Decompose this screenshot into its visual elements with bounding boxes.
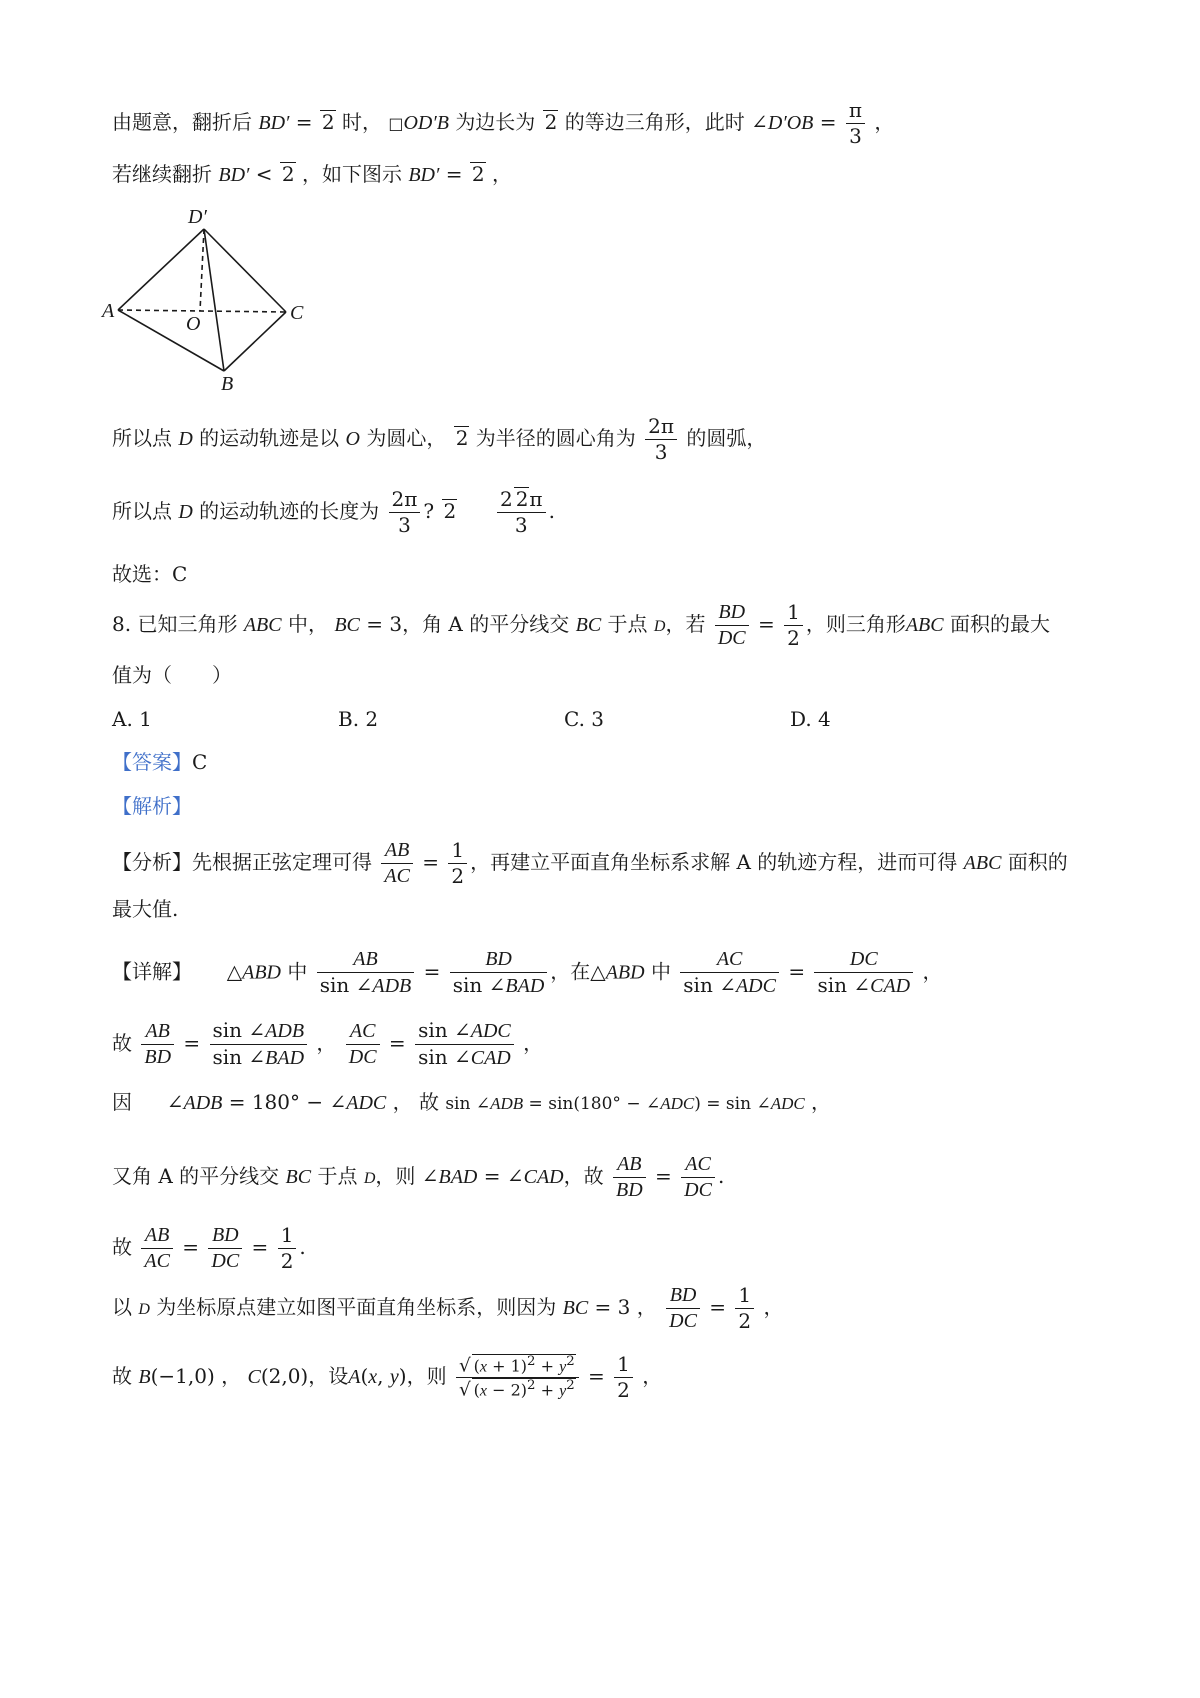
- detail-line-7: 故 B(−1,0) ， C(2,0)，设A(x, y)，则 $\frac{√ (x + 1)^2 + y^2}{√ (x - 2)^2 + y^2}$ = $\frac{1}{2}$ ，: [112, 1352, 663, 1402]
- text: 故: [112, 1031, 132, 1055]
- text: ，则: [375, 1164, 416, 1188]
- detail-line-6: 以 D 为坐标原点建立如图平面直角坐标系，则因为 BC = 3 ， $\frac{BD}{DC}$ = $\frac{1}{2}$ ，: [112, 1283, 784, 1333]
- text-choose: 故选：C: [112, 562, 188, 586]
- text-line-4: 所以点 D 的运动轨迹的长度为 $\frac{2\pi}{3}$ ? 2 $\frac{2 2\pi}{3}$ .: [112, 487, 555, 537]
- symbol: □: [388, 114, 404, 133]
- text: 故: [112, 1364, 132, 1388]
- text: 若继续翻折: [112, 162, 212, 186]
- text: 中，: [287, 612, 328, 636]
- text: ，再建立平面直角坐标系求解 A 的轨迹方程，进而可得: [470, 850, 958, 874]
- option-a: A. 1: [112, 707, 152, 731]
- edge-AC-dashed: [118, 310, 286, 312]
- geometry-figure: [100, 205, 340, 395]
- edge-DC: [204, 229, 286, 312]
- text-line-3: 所以点 D 的运动轨迹是以 O 为圆心， 2 为半径的圆心角为 $\frac{2\pi}{3}$ 的圆弧，: [112, 414, 767, 464]
- text: ，则三角形: [805, 612, 906, 636]
- text: 中: [287, 959, 308, 984]
- text: 故: [112, 1235, 132, 1259]
- text: ，故: [563, 1164, 604, 1188]
- text: 所以点: [112, 426, 172, 450]
- text: 因: [112, 1090, 132, 1114]
- edge-DO-dashed: [200, 229, 204, 311]
- label-O: O: [186, 313, 201, 335]
- text: 为圆心，: [366, 426, 447, 450]
- label-A: A: [102, 300, 115, 322]
- text: 面积的: [1007, 850, 1068, 874]
- text: 先根据正弦定理可得: [192, 850, 372, 874]
- text: ，设: [308, 1364, 349, 1388]
- text: 为坐标原点建立如图平面直角坐标系，则因为: [156, 1295, 557, 1319]
- text: 的圆弧，: [686, 426, 767, 450]
- detail-tag: 【详解】: [112, 959, 192, 984]
- question-8-line-1: 8. 已知三角形 ABC 中， BC = 3，角 A 的平分线交 BC 于点 D，若 $\frac{BD}{DC}$ = $\frac{1}{2}$ ，则三角形ABC 面积的最大: [112, 600, 1050, 650]
- text: 的等边三角形，此时: [564, 110, 745, 134]
- analysis-line-2: 最大值.: [112, 897, 179, 921]
- detail-line-4: 又角 A 的平分线交 BC 于点 D，则 ∠BAD = ∠CAD，故 $\frac{AB}{BD}$ = $\frac{AC}{DC}$ .: [112, 1153, 725, 1201]
- text: ，若: [665, 612, 706, 636]
- text: 的运动轨迹是以: [199, 426, 340, 450]
- edge-AB: [118, 310, 224, 371]
- detail-line-3: 因 ∠ADB = 180° − ∠ADC ， 故 sin ∠ADB = sin(180° − ∠ADC) = sin ∠ADC ，: [112, 1090, 832, 1114]
- analysis-line-1: 【分析】先根据正弦定理可得 $\frac{AB}{AC}$ = $\frac{1}{2}$ ，再建立平面直角坐标系求解 A 的轨迹方程，进而可得 ABC 面积的: [112, 838, 1068, 888]
- jiexi-line: [112, 794, 192, 818]
- text: ?: [423, 499, 435, 523]
- text: 于点: [317, 1164, 358, 1188]
- edge-CB: [224, 312, 286, 371]
- label-D: D′: [188, 206, 207, 228]
- answer-tag: 【答案】: [112, 750, 192, 774]
- jiexi-tag: 【解析】: [112, 794, 192, 818]
- detail-line-5: 故 $\frac{AB}{AC}$ = $\frac{BD}{DC}$ = $\frac{1}{2}$ .: [112, 1223, 306, 1273]
- text: ，则: [406, 1364, 447, 1388]
- text: 中: [650, 959, 671, 984]
- text: 的运动轨迹的长度为: [199, 499, 380, 523]
- text: 故: [418, 1090, 439, 1114]
- text: 于点: [607, 612, 648, 636]
- label-C: C: [290, 302, 304, 324]
- analysis-tag: 【分析】: [112, 850, 192, 874]
- answer-value: C: [192, 750, 208, 774]
- label-B: B: [221, 373, 234, 395]
- detail-line-1: 【详解】 △ABD 中 $\frac{AB}{\text{sin ∠ADB}}$ = $\frac{BD}{\text{sin ∠BAD}}$ ，在△ABD 中 $\frac{AC}{\text{sin ∠ADC}}$ = $\frac{DC}{\text{sin ∠CAD}}$ ，: [112, 948, 943, 997]
- text: 为半径的圆心角为: [475, 426, 636, 450]
- option-c: C. 3: [564, 707, 605, 731]
- text: 为边长为: [455, 110, 536, 134]
- option-d: D. 4: [790, 707, 831, 731]
- text: ，如下图示: [301, 162, 402, 186]
- edge-DA: [118, 229, 204, 310]
- question-8-line-2: 值为（ ）: [112, 663, 232, 687]
- text: 面积的最大: [949, 612, 1050, 636]
- text: 所以点: [112, 499, 172, 523]
- text-line-1: 由题意，翻折后 BD′ = 2 时， □OD′B 为边长为 2 的等边三角形，此时 ∠D′OB = $\frac{\pi}{3}$ ，: [112, 98, 895, 148]
- text: ，在: [550, 959, 591, 984]
- detail-line-2: 故 $\frac{AB}{BD}$ = $\frac{\text{sin ∠ADB}}{\text{sin ∠BAD}}$ ， $\frac{AC}{DC}$ = $\frac{\text{sin ∠ADC}}{\text{sin ∠CAD}}$ ，: [112, 1018, 544, 1069]
- text: 时，: [341, 110, 382, 134]
- answer-line: [112, 750, 207, 774]
- text: 由题意，翻折后: [112, 110, 252, 134]
- edge-DB: [204, 229, 224, 371]
- text: 8. 已知三角形: [112, 612, 238, 636]
- text: 以: [112, 1295, 132, 1319]
- text: ，角 A 的平分线交: [402, 612, 570, 636]
- text-line-2: 若继续翻折 BD′ < 2 ，如下图示 BD′ = 2 ，: [112, 162, 512, 186]
- text: 又角 A 的平分线交: [112, 1164, 280, 1188]
- option-b: B. 2: [338, 707, 379, 731]
